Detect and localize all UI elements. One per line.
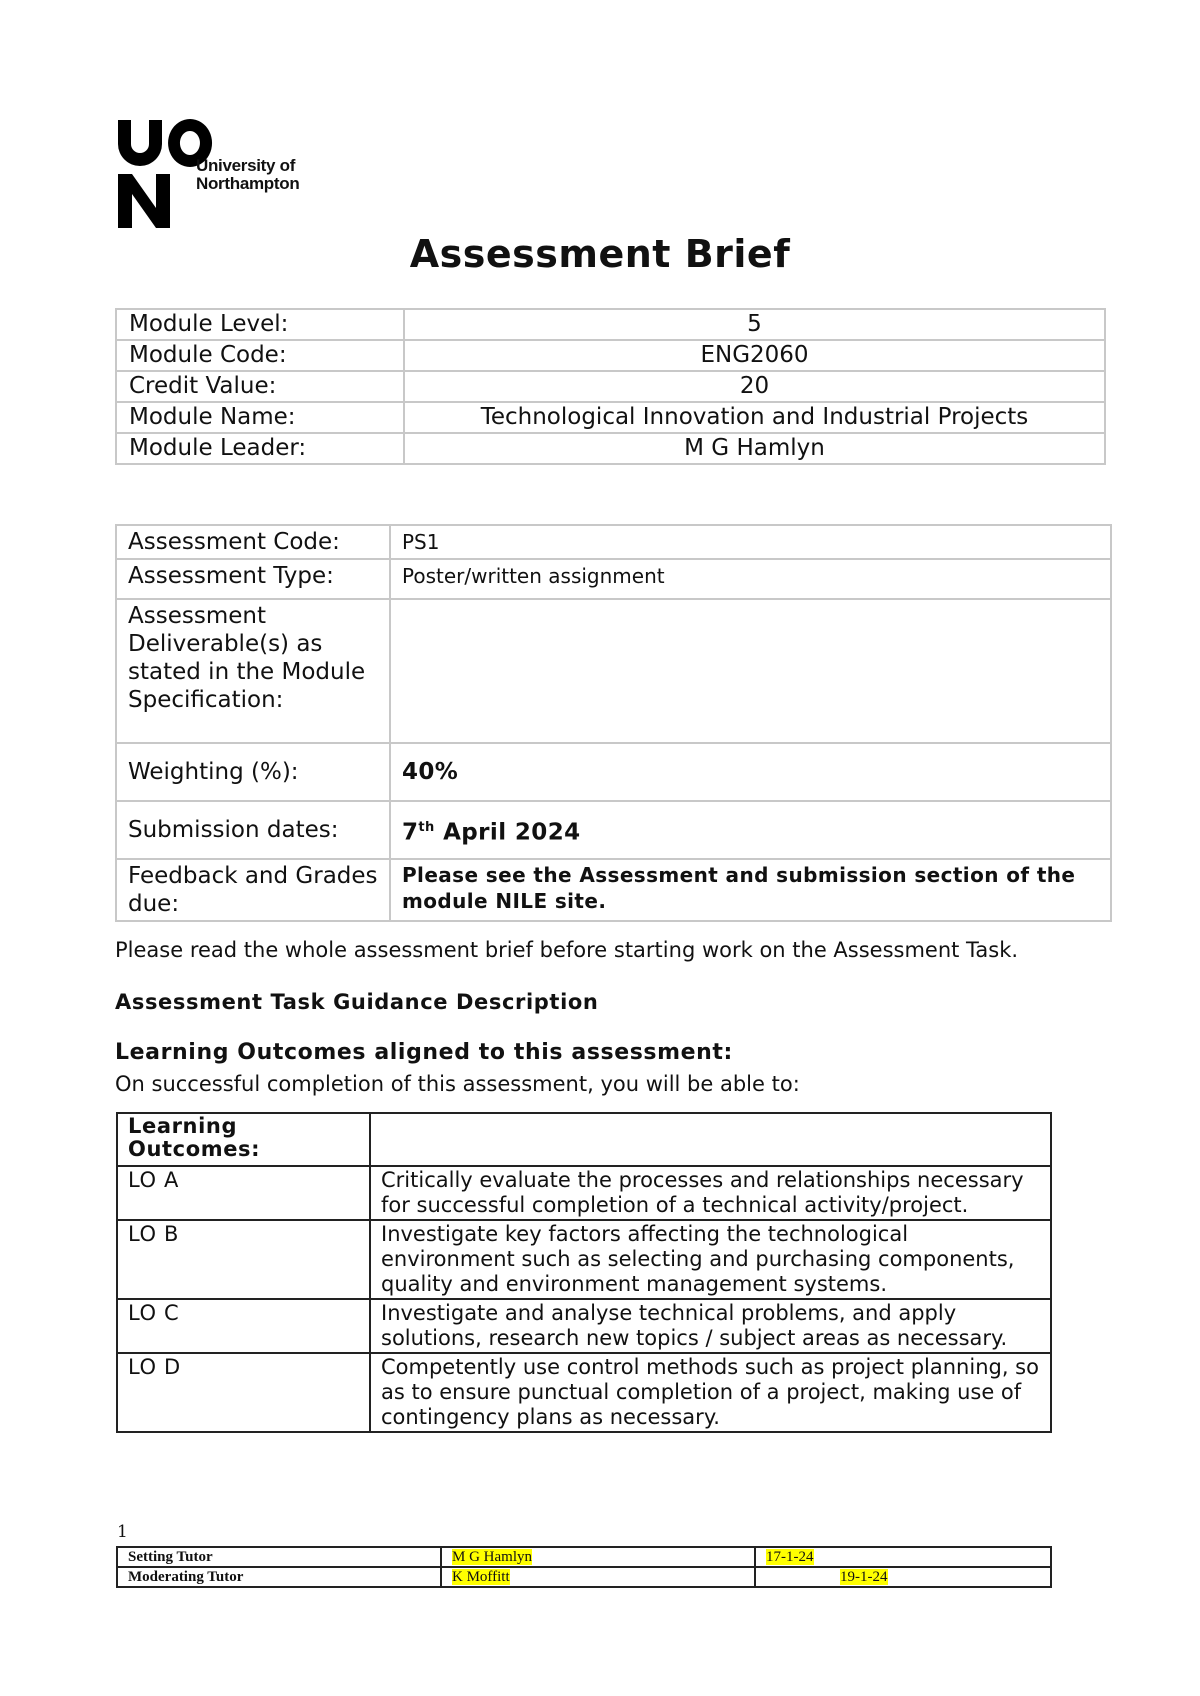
tutor-footer-table [116, 1546, 1052, 1588]
table-row [117, 1299, 1051, 1353]
submission-day-suffix: th [418, 819, 435, 835]
table-row [117, 1567, 1051, 1587]
assessment-deliverable-value [390, 599, 1111, 743]
lo-code: LO B [117, 1220, 370, 1299]
submission-dates-label: Submission dates: [116, 801, 390, 859]
table-row [116, 801, 1111, 859]
credit-value-label: Credit Value: [116, 371, 404, 402]
logo-wordmark [196, 157, 299, 193]
assessment-type-label: Assessment Type: [116, 559, 390, 599]
setting-tutor-name-cell [441, 1547, 755, 1567]
assessment-code-label: Assessment Code: [116, 525, 390, 559]
learning-outcomes-heading: Learning Outcomes aligned to this assessment: [115, 1040, 733, 1065]
lo-text: Critically evaluate the processes and relationships necessary for successful completion of a technical activity/project. [370, 1166, 1051, 1220]
moderating-tutor-date: 19-1-24 [840, 1569, 888, 1585]
feedback-label: Feedback and Grades due: [116, 859, 390, 921]
table-row [117, 1166, 1051, 1220]
table-row [117, 1220, 1051, 1299]
table-row [116, 402, 1105, 433]
guidance-heading: Assessment Task Guidance Description [115, 990, 599, 1014]
weighting-value: 40% [390, 743, 1111, 801]
assessment-info-table [115, 524, 1112, 922]
module-level-label: Module Level: [116, 309, 404, 340]
submission-day: 7 [402, 819, 419, 846]
moderating-tutor-name: K Moffitt [452, 1569, 510, 1585]
lo-text: Competently use control methods such as project planning, so as to ensure punctual completion of a project, making use of contingency plans as necessary. [370, 1353, 1051, 1432]
module-code-value: ENG2060 [404, 340, 1105, 371]
table-row [116, 859, 1111, 921]
table-row [116, 599, 1111, 743]
moderating-tutor-name-cell [441, 1567, 755, 1587]
setting-tutor-date-cell [755, 1547, 1051, 1567]
table-header-row [117, 1113, 1051, 1166]
table-row [116, 340, 1105, 371]
module-code-label: Module Code: [116, 340, 404, 371]
lo-code: LO C [117, 1299, 370, 1353]
lo-header-label: Learning Outcomes: [117, 1113, 370, 1166]
lo-code: LO A [117, 1166, 370, 1220]
learning-outcomes-intro: On successful completion of this assessment, you will be able to: [115, 1072, 800, 1096]
learning-outcomes-table [116, 1112, 1052, 1433]
wordmark-line-2: Northampton [196, 174, 300, 193]
weighting-label: Weighting (%): [116, 743, 390, 801]
lo-code: LO D [117, 1353, 370, 1432]
assessment-deliverable-label: Assessment Deliverable(s) as stated in the Module Specification: [116, 599, 390, 743]
read-brief-notice: Please read the whole assessment brief before starting work on the Assessment Task. [115, 938, 1019, 962]
submission-dates-value [390, 801, 1111, 859]
lo-header-value [370, 1113, 1051, 1166]
wordmark-line-1: University of [196, 156, 296, 175]
module-leader-label: Module Leader: [116, 433, 404, 464]
moderating-tutor-label: Moderating Tutor [117, 1567, 441, 1587]
assessment-type-value: Poster/written assignment [390, 559, 1111, 599]
table-row [116, 525, 1111, 559]
page-title: Assessment Brief [409, 232, 791, 276]
module-level-value: 5 [404, 309, 1105, 340]
lo-text: Investigate and analyse technical problems, and apply solutions, research new topics / subject areas as necessary. [370, 1299, 1051, 1353]
submission-month-year: April 2024 [443, 819, 581, 846]
module-name-label: Module Name: [116, 402, 404, 433]
setting-tutor-label: Setting Tutor [117, 1547, 441, 1567]
setting-tutor-date: 17-1-24 [766, 1549, 814, 1565]
table-row [117, 1353, 1051, 1432]
module-leader-value: M G Hamlyn [404, 433, 1105, 464]
table-row [116, 309, 1105, 340]
module-name-value: Technological Innovation and Industrial Projects [404, 402, 1105, 433]
table-row [116, 559, 1111, 599]
setting-tutor-name: M G Hamlyn [452, 1549, 532, 1565]
table-row [116, 371, 1105, 402]
module-info-table [115, 308, 1106, 465]
table-row [117, 1547, 1051, 1567]
lo-text: Investigate key factors affecting the technological environment such as selecting and purchasing components, quality and environment management systems. [370, 1220, 1051, 1299]
table-row [116, 433, 1105, 464]
page-number: 1 [117, 1522, 128, 1542]
assessment-code-value: PS1 [390, 525, 1111, 559]
moderating-tutor-date-cell [755, 1567, 1051, 1587]
credit-value-value: 20 [404, 371, 1105, 402]
table-row [116, 743, 1111, 801]
feedback-value: Please see the Assessment and submission section of the module NILE site. [390, 859, 1111, 921]
